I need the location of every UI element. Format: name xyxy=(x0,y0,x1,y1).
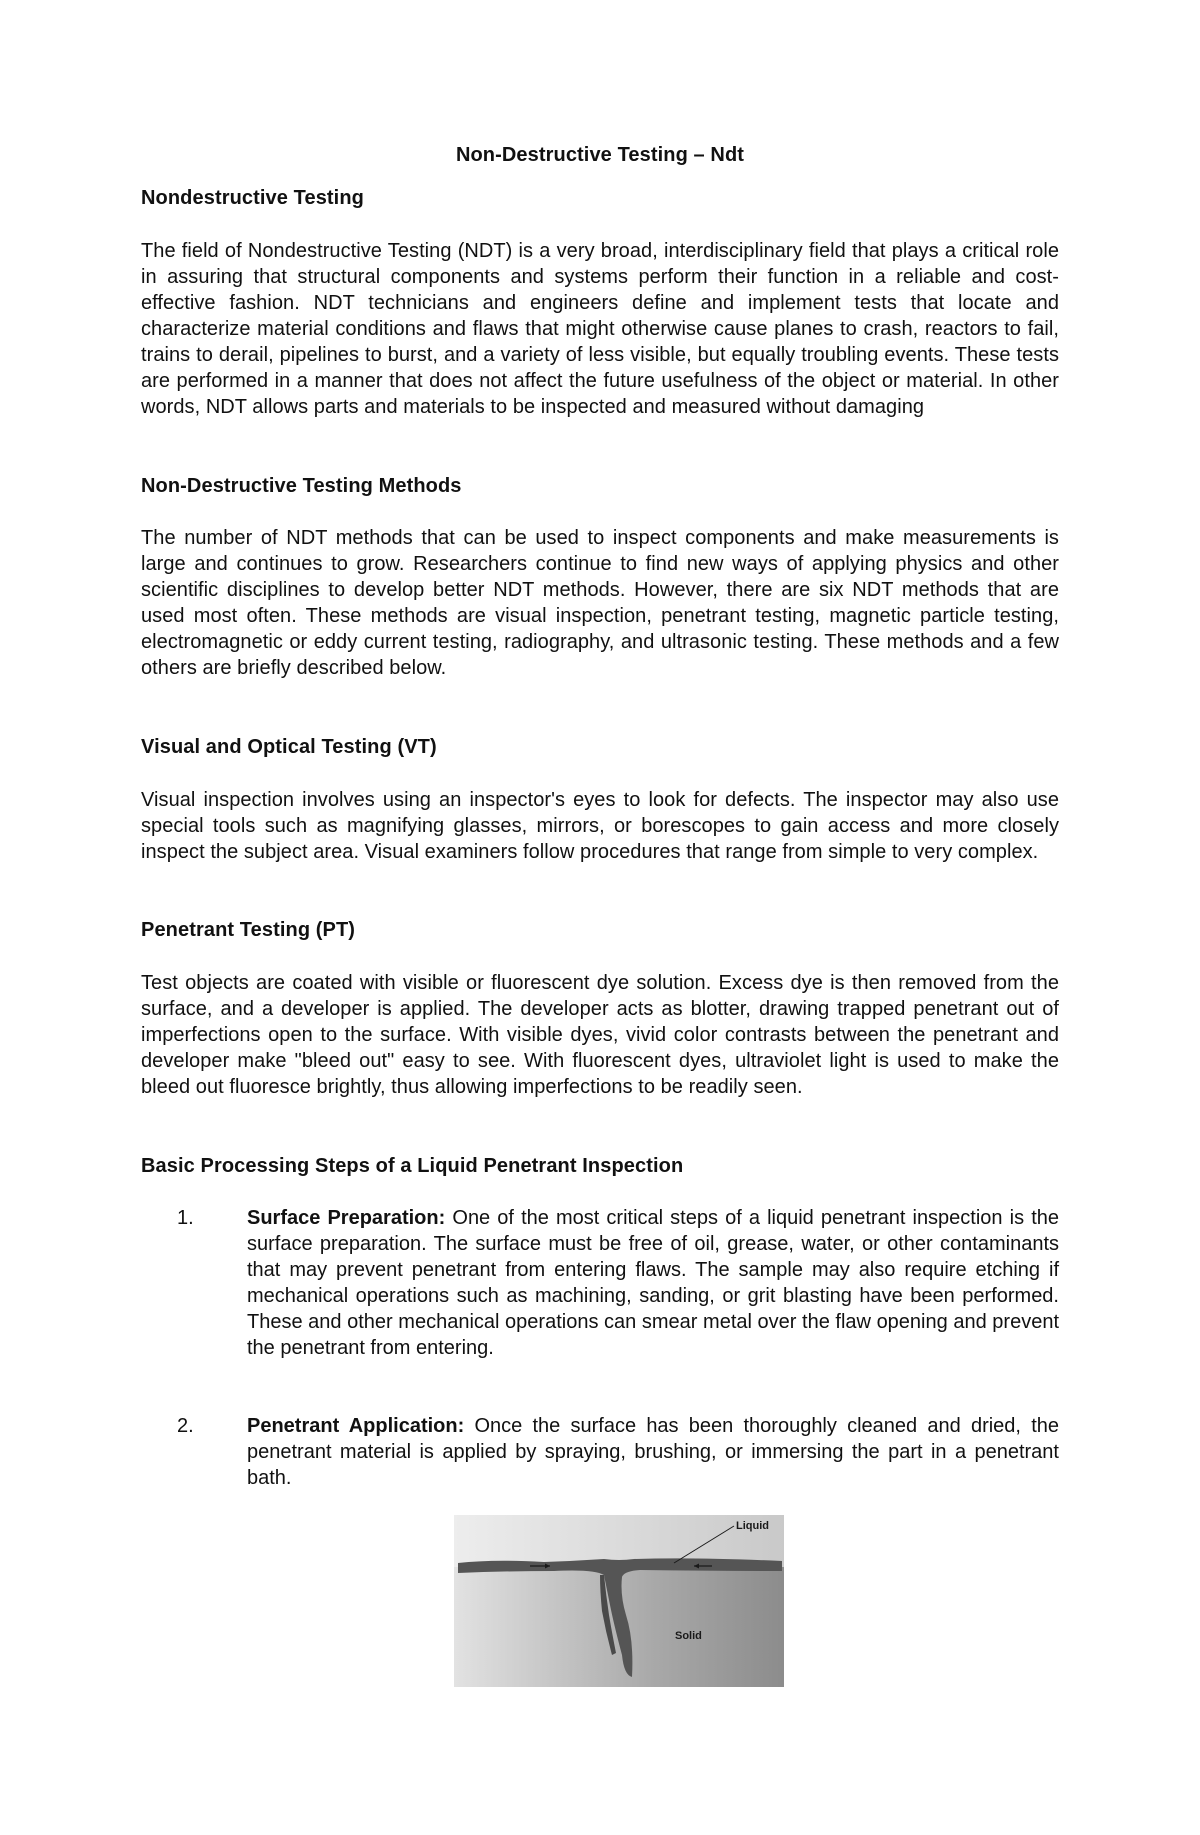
step-number: 2. xyxy=(177,1415,194,1437)
section-heading-visual-testing: Visual and Optical Testing (VT) xyxy=(141,736,437,758)
section-body-ndt-methods: The number of NDT methods that can be used to inspect components and make measurements is large and continues to grow. Researchers continue to find new ways of applying physics and other scientific disciplines to develop better NDT methods. However, there are six NDT methods that are used most often. These methods are visual inspection, penetrant testing, magnetic particle testing, electromagnetic or eddy current testing, radiography, and ultrasonic testing. These methods and a few others are briefly described below. xyxy=(141,527,1059,679)
step-number: 1. xyxy=(177,1207,194,1229)
step-description: One of the most critical steps of a liquid penetrant inspection is the surface preparation. The surface must be free of oil, grease, water, or other contaminants that may prevent penetrant from entering flaws. The sample may also require etching if mechanical operations such as machining, sanding, or grit blasting have been performed. These and other mechanical operations can smear metal over the flaw opening and prevent the penetrant from entering. xyxy=(247,1207,1059,1359)
step-label: Surface Preparation: xyxy=(247,1207,446,1229)
section-body-penetrant-testing: Test objects are coated with visible or fluorescent dye solution. Excess dye is then removed from the surface, and a developer is applied. The developer acts as blotter, drawing trapped penetrant out of imperfections open to the surface. With visible dyes, vivid color contrasts between the penetrant and developer make "bleed out" easy to see. With fluorescent dyes, ultraviolet light is used to make the bleed out fluoresce brightly, thus allowing imperfections to be readily seen. xyxy=(141,972,1059,1098)
section-heading-nondestructive-testing: Nondestructive Testing xyxy=(141,187,364,209)
step-text xyxy=(247,1413,1059,1491)
solid-label: Solid xyxy=(675,1630,702,1642)
step-description: Once the surface has been thoroughly cleaned and dried, the penetrant material is applied by spraying, brushing, or immersing the part in a penetrant bath. xyxy=(247,1415,1059,1489)
penetrant-diagram xyxy=(454,1515,784,1687)
section-heading-ndt-methods: Non-Destructive Testing Methods xyxy=(141,475,462,497)
step-label: Penetrant Application: xyxy=(247,1415,465,1437)
liquid-label: Liquid xyxy=(736,1520,769,1532)
section-heading-basic-steps: Basic Processing Steps of a Liquid Penetrant Inspection xyxy=(141,1155,684,1177)
document-title: Non-Destructive Testing – Ndt xyxy=(455,144,745,166)
section-body-visual-testing: Visual inspection involves using an inspector's eyes to look for defects. The inspector may also use special tools such as magnifying glasses, mirrors, or borescopes to gain access and more closely inspect the subject area. Visual examiners follow procedures that range from simple to very complex. xyxy=(141,789,1059,863)
step-text xyxy=(247,1205,1059,1361)
section-heading-penetrant-testing: Penetrant Testing (PT) xyxy=(141,919,356,941)
section-body-nondestructive-testing: The field of Nondestructive Testing (NDT) is a very broad, interdisciplinary field that plays a critical role in assuring that structural components and systems perform their function in a reliable and cost-effective fashion. NDT technicians and engineers define and implement tests that locate and characterize material conditions and flaws that might otherwise cause planes to crash, reactors to fail, trains to derail, pipelines to burst, and a variety of less visible, but equally troubling events. These tests are performed in a manner that does not affect the future usefulness of the object or material. In other words, NDT allows parts and materials to be inspected and measured without damaging xyxy=(141,240,1059,418)
